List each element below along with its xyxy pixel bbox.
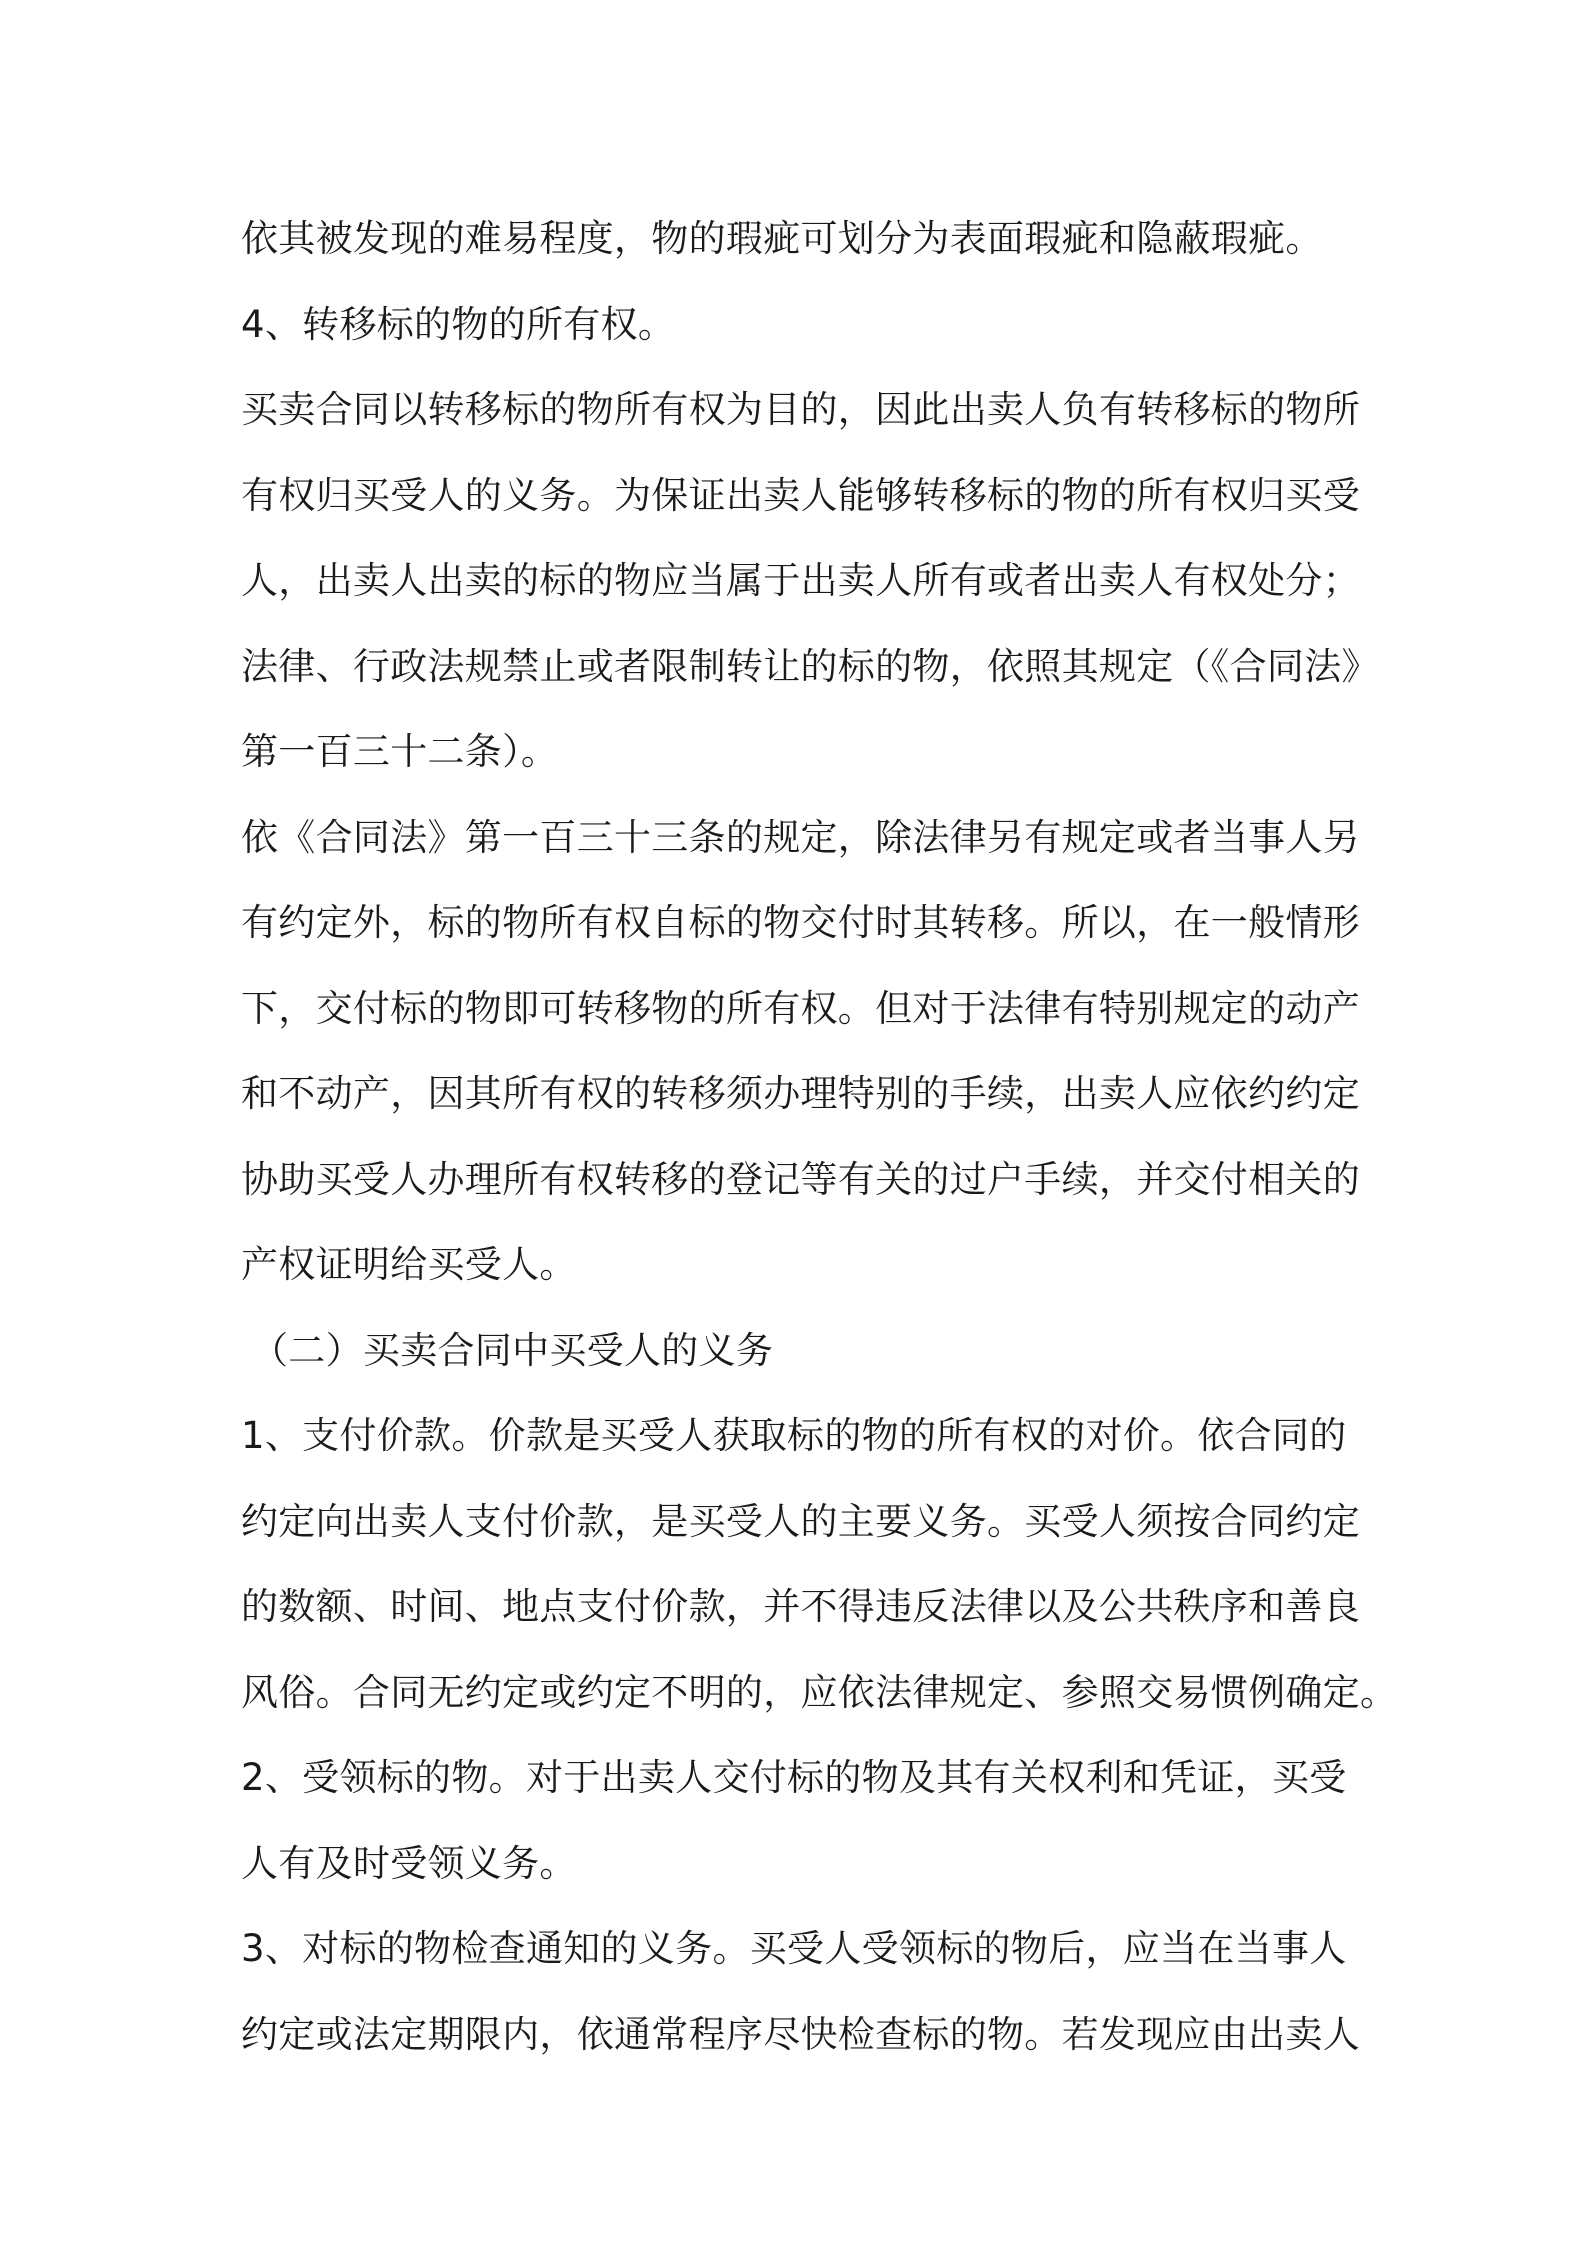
text-line: 有权归买受人的义务。为保证出卖人能够转移标的物的所有权归买受 [241, 473, 1360, 517]
text-line: 人有及时受领义务。 [241, 1841, 577, 1885]
text-line: 下，交付标的物即可转移物的所有权。但对于法律有特别规定的动产 [241, 986, 1360, 1030]
text-line: 3、对标的物检查通知的义务。买受人受领标的物后，应当在当事人 [241, 1927, 1347, 1970]
text-line: 和不动产，因其所有权的转移须办理特别的手续，出卖人应依约约定 [241, 1072, 1360, 1115]
text-line: 依《合同法》第一百三十三条的规定，除法律另有规定或者当事人另 [241, 815, 1360, 859]
text-line: 买卖合同以转移标的物所有权为目的，因此出卖人负有转移标的物所 [241, 388, 1360, 431]
text-line: 有约定外，标的物所有权自标的物交付时其转移。所以，在一般情形 [241, 901, 1360, 944]
text-line: 风俗。合同无约定或约定不明的，应依法律规定、参照交易惯例确定。 [241, 1670, 1398, 1714]
text-line: 的数额、时间、地点支付价款，并不得违反法律以及公共秩序和善良 [241, 1585, 1360, 1628]
text-line: 约定或法定期限内，依通常程序尽快检查标的物。若发现应由出卖人 [241, 2012, 1360, 2056]
text-line: 第一百三十二条）。 [241, 730, 559, 773]
text-line: 依其被发现的难易程度，物的瑕疵可划分为表面瑕疵和隐蔽瑕疵。 [241, 217, 1323, 260]
text-line: 约定向出卖人支付价款，是买受人的主要义务。买受人须按合同约定 [241, 1499, 1360, 1543]
document-body [241, 196, 1398, 2077]
text-line: 协助买受人办理所有权转移的登记等有关的过户手续，并交付相关的 [241, 1157, 1360, 1201]
section-heading: （二）买卖合同中买受人的义务 [251, 1328, 774, 1372]
text-line: 产权证明给买受人。 [241, 1243, 577, 1286]
text-line: 人，出卖人出卖的标的物应当属于出卖人所有或者出卖人有权处分； [241, 559, 1360, 602]
text-line: 法律、行政法规禁止或者限制转让的标的物，依照其规定（《合同法》 [241, 644, 1379, 688]
text-line: 1、支付价款。价款是买受人获取标的物的所有权的对价。依合同的 [241, 1414, 1347, 1457]
text-line: 2、受领标的物。对于出卖人交付标的物及其有关权利和凭证，买受 [241, 1756, 1347, 1799]
section-heading: 4、转移标的物的所有权。 [241, 302, 676, 346]
